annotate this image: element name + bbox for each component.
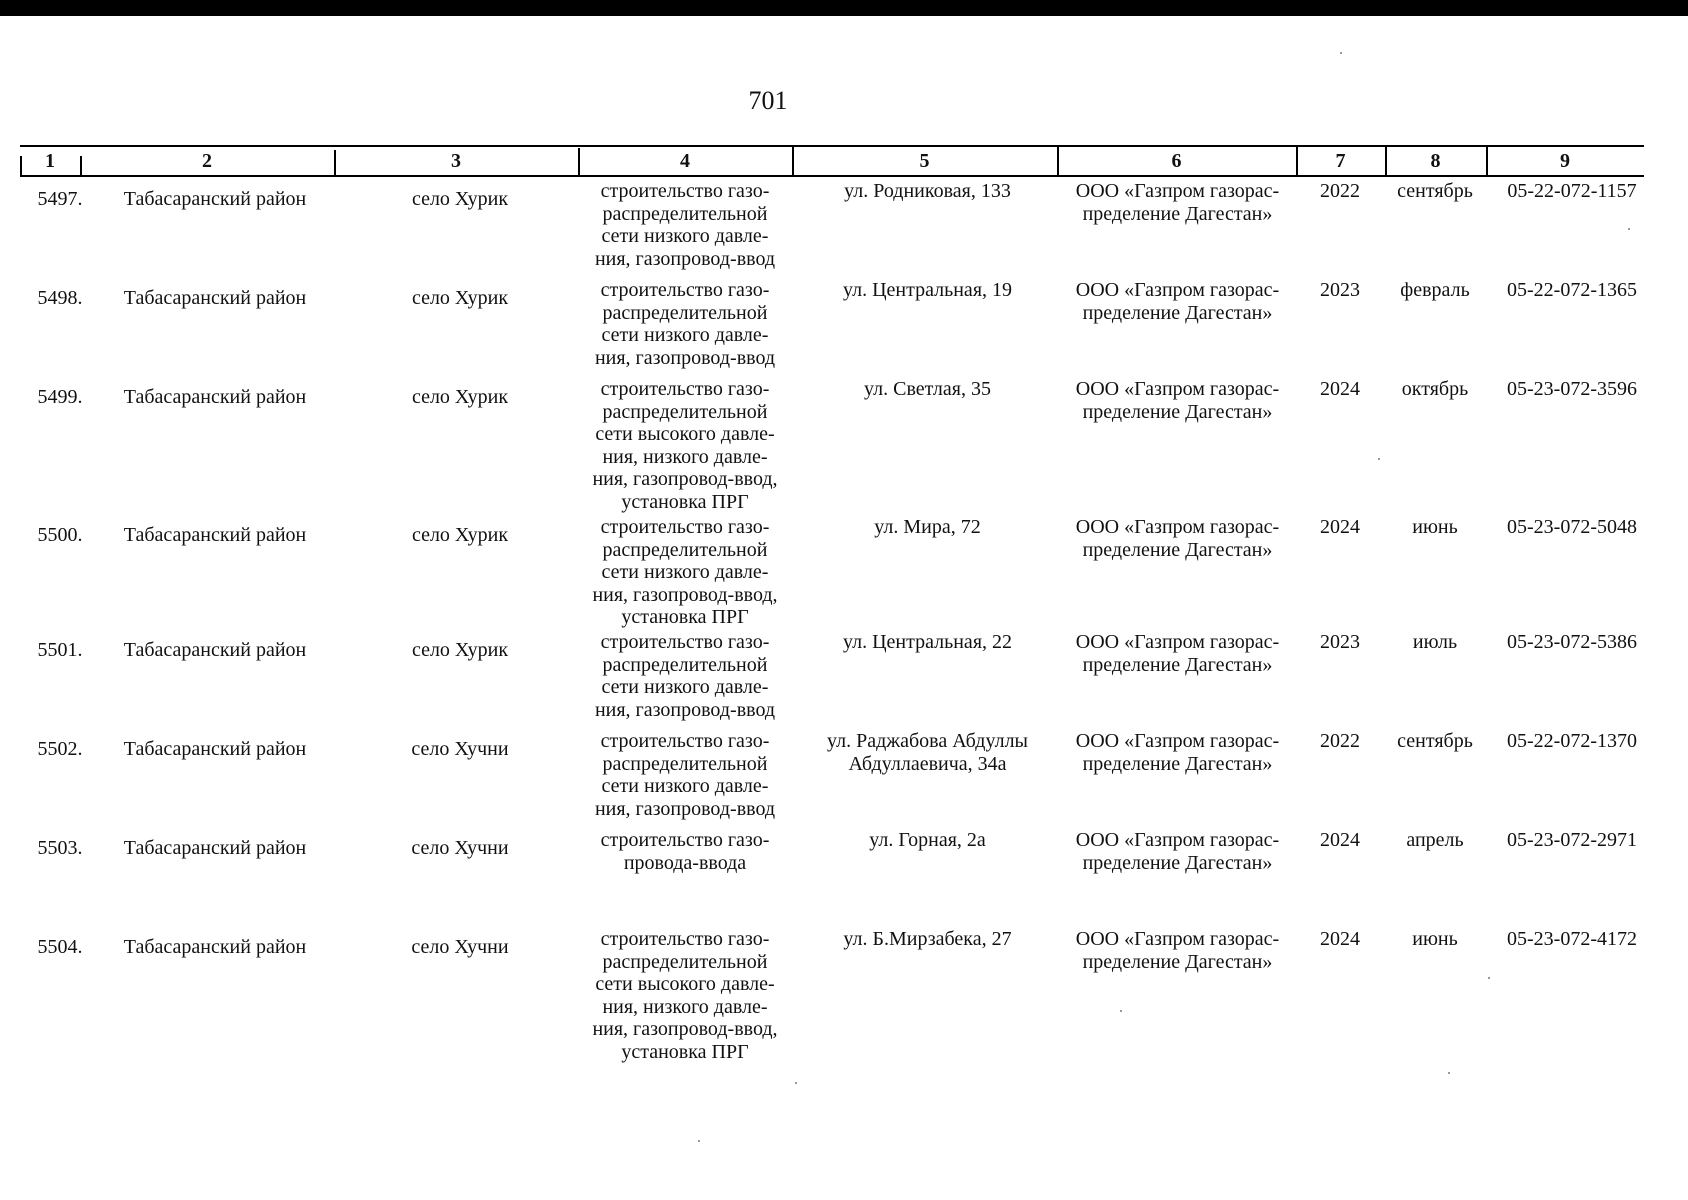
district-cell: Табасаранский район	[123, 188, 307, 210]
settlement-cell: село Хурик	[411, 639, 509, 661]
work-description-cell	[575, 631, 795, 721]
organization-line: ООО «Газпром газорас-	[1075, 279, 1280, 301]
organization-cell	[1060, 180, 1295, 225]
scan-speck	[698, 1140, 700, 1142]
scan-speck	[1340, 52, 1342, 54]
work-line: строительство газо-	[600, 279, 770, 301]
work-line: ния, газопровод-ввод,	[592, 468, 778, 490]
year-cell: 2024	[1320, 516, 1360, 538]
work-line: распределительной	[602, 202, 768, 225]
work-line: строительство газо-	[600, 378, 770, 400]
organization-line: пределение Дагестан»	[1082, 538, 1273, 561]
address-line: ул. Центральная, 19	[842, 279, 1013, 301]
month-cell: июль	[1412, 631, 1458, 653]
address-line: ул. Центральная, 22	[842, 631, 1013, 653]
month-cell: октябрь	[1401, 378, 1469, 400]
work-description-cell	[575, 378, 795, 513]
column-header-9: 9	[1560, 150, 1570, 172]
organization-line: пределение Дагестан»	[1082, 752, 1273, 775]
year-cell: 2022	[1320, 180, 1360, 202]
work-line: строительство газо-	[600, 631, 770, 653]
work-line: распределительной	[602, 400, 768, 423]
row-number: 5498.	[37, 287, 83, 309]
organization-line: пределение Дагестан»	[1082, 950, 1273, 973]
month-cell: февраль	[1400, 279, 1470, 301]
row-number: 5503.	[37, 837, 83, 859]
work-description-cell	[575, 730, 795, 820]
district-cell: Табасаранский район	[123, 287, 307, 309]
work-line: строительство газо-	[600, 829, 770, 851]
address-line: ул. Родниковая, 133	[844, 180, 1011, 202]
column-header-5: 5	[919, 150, 930, 172]
organization-line: ООО «Газпром газорас-	[1075, 631, 1280, 653]
work-line: ния, газопровод-ввод,	[592, 1018, 778, 1040]
work-line: ния, газопровод-ввод	[594, 247, 776, 270]
organization-line: ООО «Газпром газорас-	[1075, 180, 1280, 202]
address-line: ул. Раджабова Абдуллы	[826, 730, 1028, 752]
scan-speck	[1488, 977, 1490, 979]
district-cell: Табасаранский район	[123, 837, 307, 859]
work-description-cell	[575, 279, 795, 369]
address-cell	[805, 378, 1050, 401]
month-cell: июнь	[1412, 928, 1458, 950]
work-line: сети высокого давле-	[595, 423, 775, 445]
organization-cell	[1060, 279, 1295, 324]
work-line: установка ПРГ	[621, 490, 749, 513]
organization-line: ООО «Газпром газорас-	[1075, 378, 1280, 400]
month-cell: апрель	[1406, 829, 1464, 851]
year-cell: 2022	[1320, 730, 1360, 752]
address-cell	[805, 829, 1050, 852]
work-line: распределительной	[602, 538, 768, 561]
year-cell: 2023	[1320, 279, 1360, 301]
organization-line: ООО «Газпром газорас-	[1075, 730, 1280, 752]
work-line: строительство газо-	[600, 730, 770, 752]
organization-cell	[1060, 730, 1295, 775]
work-line: сети низкого давле-	[601, 225, 769, 247]
address-cell	[805, 279, 1050, 302]
work-line: строительство газо-	[600, 928, 770, 950]
column-header-3: 3	[451, 150, 461, 172]
work-line: ния, газопровод-ввод,	[592, 583, 778, 606]
work-description-cell	[575, 180, 795, 270]
organization-cell	[1060, 631, 1295, 676]
column-header-1: 1	[45, 150, 55, 172]
work-line: ния, газопровод-ввод	[594, 346, 776, 369]
address-line: ул. Горная, 2а	[869, 829, 986, 851]
row-number: 5497.	[37, 188, 83, 210]
district-cell: Табасаранский район	[123, 936, 307, 958]
work-line: распределительной	[602, 653, 768, 676]
scan-speck	[1628, 228, 1630, 230]
work-line: сети низкого давле-	[601, 324, 769, 346]
settlement-cell: село Хурик	[411, 386, 509, 408]
page-number: 701	[748, 86, 788, 115]
scan-top-border	[0, 0, 1688, 16]
address-cell	[805, 180, 1050, 203]
work-line: распределительной	[602, 950, 768, 973]
code-cell: 05-23-072-5048	[1507, 516, 1637, 538]
scan-speck	[1448, 1072, 1450, 1074]
district-cell: Табасаранский район	[123, 639, 307, 661]
code-cell: 05-22-072-1365	[1507, 279, 1637, 301]
column-header-2: 2	[202, 150, 212, 172]
district-cell: Табасаранский район	[123, 524, 307, 546]
organization-line: пределение Дагестан»	[1082, 400, 1273, 423]
work-line: сети высокого давле-	[595, 973, 775, 995]
code-cell: 05-23-072-2971	[1507, 829, 1637, 851]
organization-cell	[1060, 829, 1295, 874]
work-line: провода-ввода	[623, 851, 747, 874]
row-number: 5504.	[37, 936, 83, 958]
address-cell	[805, 928, 1050, 951]
code-cell: 05-23-072-3596	[1507, 378, 1637, 400]
row-number: 5500.	[37, 524, 83, 546]
year-cell: 2024	[1320, 928, 1360, 950]
column-header-6: 6	[1171, 150, 1182, 172]
work-line: строительство газо-	[600, 516, 770, 538]
organization-line: ООО «Газпром газорас-	[1075, 829, 1280, 851]
scan-speck	[1378, 458, 1380, 460]
address-line: ул. Светлая, 35	[864, 378, 991, 400]
organization-cell	[1060, 928, 1295, 973]
work-line: сети низкого давле-	[601, 775, 769, 797]
district-cell: Табасаранский район	[123, 386, 307, 408]
settlement-cell: село Хурик	[411, 524, 509, 546]
work-line: сети низкого давле-	[601, 561, 769, 583]
address-line: ул. Мира, 72	[874, 516, 981, 538]
row-number: 5501.	[37, 639, 83, 661]
scan-speck	[795, 1082, 797, 1084]
organization-line: ООО «Газпром газорас-	[1075, 516, 1280, 538]
work-line: распределительной	[602, 752, 768, 775]
month-cell: сентябрь	[1397, 730, 1473, 752]
column-header-7: 7	[1335, 150, 1346, 172]
column-header-4: 4	[680, 150, 690, 172]
scan-speck	[1120, 1010, 1122, 1012]
work-line: установка ПРГ	[621, 1040, 749, 1063]
organization-cell	[1060, 378, 1295, 423]
organization-line: пределение Дагестан»	[1082, 202, 1273, 225]
address-line: ул. Б.Мирзабека, 27	[843, 928, 1012, 950]
work-description-cell	[575, 928, 795, 1063]
work-line: ния, низкого давле-	[602, 995, 768, 1018]
work-line: ния, газопровод-ввод	[594, 797, 776, 820]
address-cell	[805, 631, 1050, 654]
address-cell	[805, 516, 1050, 539]
work-line: сети низкого давле-	[601, 676, 769, 698]
code-cell: 05-23-072-5386	[1507, 631, 1637, 653]
organization-line: пределение Дагестан»	[1082, 851, 1273, 874]
organization-line: пределение Дагестан»	[1082, 653, 1273, 676]
year-cell: 2024	[1320, 378, 1360, 400]
work-description-cell	[575, 516, 795, 629]
organization-line: ООО «Газпром газорас-	[1075, 928, 1280, 950]
code-cell: 05-22-072-1370	[1507, 730, 1637, 752]
settlement-cell: село Хучни	[411, 936, 509, 958]
organization-line: пределение Дагестан»	[1082, 301, 1273, 324]
month-cell: июнь	[1412, 516, 1458, 538]
row-number: 5502.	[37, 738, 83, 760]
organization-cell	[1060, 516, 1295, 561]
settlement-cell: село Хурик	[411, 188, 509, 210]
code-cell: 05-23-072-4172	[1507, 928, 1637, 950]
address-line: Абдуллаевича, 34а	[848, 752, 1007, 775]
district-cell: Табасаранский район	[123, 738, 307, 760]
work-line: ния, низкого давле-	[602, 445, 768, 468]
work-line: ния, газопровод-ввод	[594, 698, 776, 721]
work-line: установка ПРГ	[621, 606, 749, 628]
year-cell: 2024	[1320, 829, 1360, 851]
address-cell	[805, 730, 1050, 775]
settlement-cell: село Хучни	[411, 738, 509, 760]
work-line: строительство газо-	[600, 180, 770, 202]
work-description-cell	[575, 829, 795, 874]
row-number: 5499.	[37, 386, 83, 408]
year-cell: 2023	[1320, 631, 1360, 653]
column-header-8: 8	[1430, 150, 1441, 172]
work-line: распределительной	[602, 301, 768, 324]
month-cell: сентябрь	[1397, 180, 1473, 202]
settlement-cell: село Хучни	[411, 837, 509, 859]
code-cell: 05-22-072-1157	[1507, 180, 1637, 202]
settlement-cell: село Хурик	[411, 287, 509, 309]
